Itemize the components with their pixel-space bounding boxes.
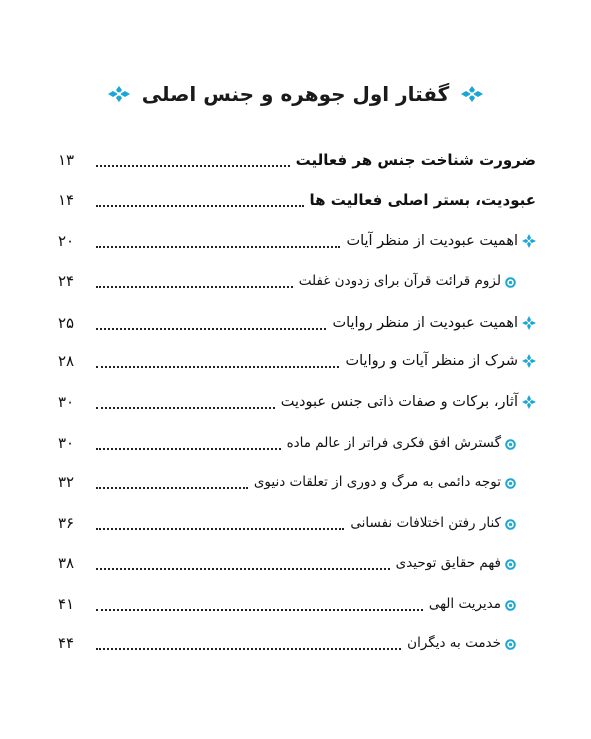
- toc-page-number: ۱۳: [58, 151, 75, 169]
- flower-icon: [522, 354, 536, 368]
- circle-icon: [505, 599, 516, 610]
- toc-entry-label: آثار، برکات و صفات ذاتی جنس عبودیت: [280, 394, 518, 410]
- toc-entry: [332, 315, 536, 331]
- circle-icon: [505, 558, 516, 569]
- dot-leader: [96, 328, 326, 330]
- circle-icon: [505, 638, 516, 649]
- toc-entry: [299, 273, 516, 289]
- toc-entry-label: ضرورت شناخت جنس هر فعالیت: [295, 151, 536, 169]
- toc-page-number: ۴۴: [58, 634, 75, 652]
- toc-page-number: ۴۱: [58, 595, 75, 613]
- toc-page-number: ۳۰: [58, 434, 75, 452]
- toc-row[interactable]: [58, 389, 536, 415]
- circle-icon: [505, 438, 516, 449]
- dot-leader: [96, 407, 275, 409]
- toc-entry-label: توجه دائمی به مرگ و دوری از تعلقات دنیوی: [253, 474, 501, 490]
- toc-entry-label: اهمیت عبودیت از منظر روایات: [332, 315, 518, 331]
- ornament-left-icon: [106, 84, 132, 104]
- chapter-heading: [0, 78, 591, 110]
- dot-leader: [96, 568, 390, 570]
- toc-entry: [346, 233, 536, 249]
- toc-row[interactable]: [58, 228, 536, 254]
- toc-entry: [407, 635, 516, 651]
- toc-row[interactable]: [58, 591, 536, 617]
- toc-page-number: ۳۰: [58, 393, 75, 411]
- ornament-right-icon: [459, 84, 485, 104]
- flower-icon: [522, 395, 536, 409]
- toc-page-number: ۲۴: [58, 272, 75, 290]
- toc-entry: [254, 474, 516, 490]
- circle-icon: [505, 477, 516, 488]
- toc-entry: [396, 555, 516, 571]
- flower-icon: [522, 234, 536, 248]
- toc-page-number: ۲۵: [58, 314, 75, 332]
- toc-entry: [350, 515, 516, 531]
- toc-page-number: ۳۸: [58, 554, 75, 572]
- dot-leader: [96, 448, 281, 450]
- dot-leader: [96, 165, 290, 167]
- toc-page-number: ۱۴: [58, 191, 75, 209]
- toc-row[interactable]: [58, 147, 536, 173]
- dot-leader: [96, 528, 344, 530]
- toc-row[interactable]: [58, 469, 536, 495]
- dot-leader: [96, 487, 248, 489]
- flower-icon: [522, 316, 536, 330]
- toc-entry-label: اهمیت عبودیت از منظر آیات: [346, 233, 518, 249]
- toc-entry-label: لزوم قرائت قرآن برای زدودن غفلت: [298, 273, 501, 289]
- dot-leader: [96, 648, 401, 650]
- chapter-title: گفتار اول جوهره و جنس اصلی: [141, 82, 450, 106]
- toc-page-number: ۳۲: [58, 473, 75, 491]
- toc-entry-label: گسترش افق فکری فراتر از عالم ماده: [286, 435, 501, 451]
- dot-leader: [96, 609, 423, 611]
- toc-row[interactable]: [58, 550, 536, 576]
- toc-entry-label: کنار رفتن اختلافات نفسانی: [350, 515, 501, 531]
- toc-entry-label: خدمت به دیگران: [407, 635, 501, 651]
- circle-icon: [505, 518, 516, 529]
- toc-entry-label: فهم حقایق توحیدی: [395, 555, 501, 571]
- toc-entry: [345, 353, 536, 369]
- toc-entry-label: عبودیت، بستر اصلی فعالیت ها: [309, 191, 536, 209]
- dot-leader: [96, 286, 293, 288]
- toc-row[interactable]: [58, 510, 536, 536]
- toc-row[interactable]: [58, 348, 536, 374]
- toc-entry: [287, 435, 516, 451]
- toc-row[interactable]: [58, 187, 536, 213]
- toc-row[interactable]: [58, 430, 536, 456]
- toc-entry: [310, 191, 536, 209]
- toc-entry: [296, 151, 536, 169]
- toc-entry-label: شرک از منظر آیات و روایات: [345, 353, 518, 369]
- toc-row[interactable]: [58, 268, 536, 294]
- toc-page-number: ۳۶: [58, 514, 75, 532]
- toc-entry-label: مدیریت الهی: [428, 596, 501, 612]
- toc-entry: [281, 394, 536, 410]
- toc-page-number: ۲۰: [58, 232, 75, 250]
- dot-leader: [96, 366, 339, 368]
- toc-row[interactable]: [58, 310, 536, 336]
- circle-icon: [505, 276, 516, 287]
- toc-page-number: ۲۸: [58, 352, 75, 370]
- toc-entry: [429, 596, 516, 612]
- toc-row[interactable]: [58, 630, 536, 656]
- dot-leader: [96, 205, 304, 207]
- dot-leader: [96, 246, 340, 248]
